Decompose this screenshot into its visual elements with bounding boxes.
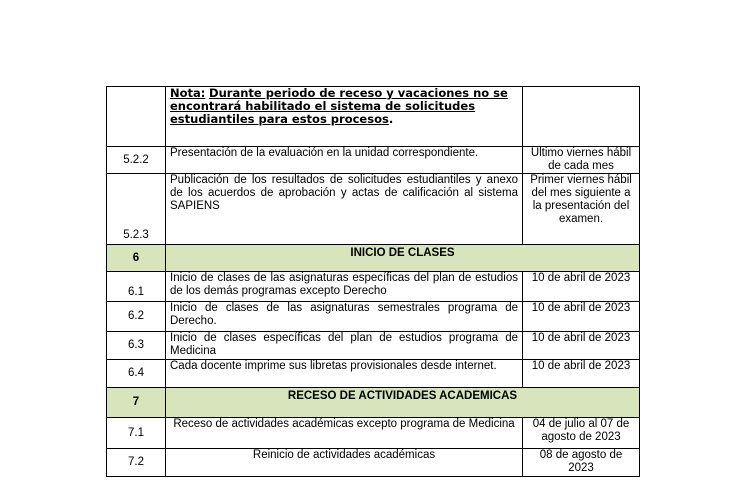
section-number: 7 [107, 388, 166, 418]
table-row [107, 449, 640, 477]
row-date: 10 de abril de 2023 [523, 272, 640, 302]
row-date: 10 de abril de 2023 [523, 360, 640, 388]
row-date: 04 de julio al 07 de agosto de 2023 [523, 418, 640, 449]
row-number: 6.3 [107, 332, 166, 360]
section-row-inicio [107, 245, 640, 272]
row-description: Cada docente imprime sus libretas provisionales desde internet. [166, 360, 523, 388]
table-row [107, 302, 640, 332]
row-description: Inicio de clases de las asignaturas semestrales programa de Derecho. [166, 302, 523, 332]
note-cell [166, 87, 523, 147]
row-date: 10 de abril de 2023 [523, 302, 640, 332]
row-number: 6.4 [107, 360, 166, 388]
row-date: Primer viernes hábil del mes siguiente a la presentación del examen. [523, 174, 640, 245]
row-date: 08 de agosto de 2023 [523, 449, 640, 477]
row-description: Reinicio de actividades académicas [166, 449, 523, 477]
table-row [107, 272, 640, 302]
note-date-cell [523, 87, 640, 147]
section-row-receso [107, 388, 640, 418]
row-number: 6.1 [107, 272, 166, 302]
section-title: RECESO DE ACTIVIDADES ACADEMICAS [166, 388, 640, 418]
row-number: 5.2.2 [107, 147, 166, 174]
table-row [107, 332, 640, 360]
table-row [107, 147, 640, 174]
note-num-cell [107, 87, 166, 147]
row-number: 5.2.3 [107, 174, 166, 245]
row-description: Presentación de la evaluación en la unidad correspondiente. [166, 147, 523, 174]
table-row [107, 418, 640, 449]
section-number: 6 [107, 245, 166, 272]
row-description: Inicio de clases específicas del plan de estudios programa de Medicina [166, 332, 523, 360]
row-description: Inicio de clases de las asignaturas específicas del plan de estudios de los demás programas excepto Derecho [166, 272, 523, 302]
row-number: 7.2 [107, 449, 166, 477]
table-row [107, 360, 640, 388]
row-number: 6.2 [107, 302, 166, 332]
row-description: Receso de actividades académicas excepto programa de Medicina [166, 418, 523, 449]
academic-calendar-table [106, 86, 640, 477]
note-row [107, 87, 640, 147]
note-text: Durante periodo de receso y vacaciones no se encontrará habilitado el sistema de solicitudes estudiantiles para estos procesos [170, 86, 508, 126]
row-date: 10 de abril de 2023 [523, 332, 640, 360]
table-row [107, 174, 640, 245]
section-title: INICIO DE CLASES [166, 245, 640, 272]
note-label: Nota: [170, 86, 206, 100]
note-end: . [388, 112, 394, 126]
row-description: Publicación de los resultados de solicitudes estudiantiles y anexo de los acuerdos de aprobación y actas de calificación al sistema SAPIENS [166, 174, 523, 245]
row-number: 7.1 [107, 418, 166, 449]
row-date: Ultimo viernes hábil de cada mes [523, 147, 640, 174]
